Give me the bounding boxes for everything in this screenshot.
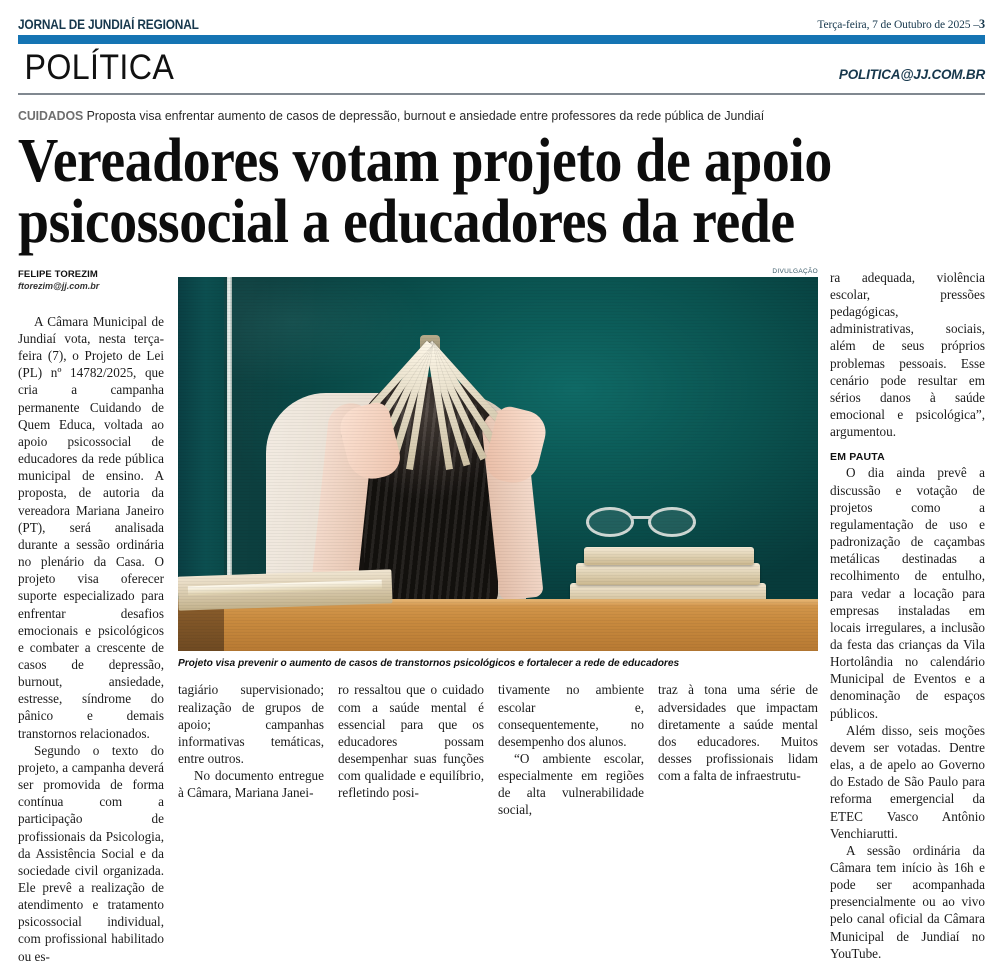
subhead-em-pauta: EM PAUTA [830,451,885,464]
paragraph: traz à tona uma série de adversidades que impactam diretamente a saúde mental dos educadores. Muitos desses profissionais lidam com a falta de infraestrutu- [658,682,818,784]
newspaper-title: JORNAL DE JUNDIAÍ REGIONAL [18,17,199,32]
byline-author: FELIPE TOREZIM [18,268,98,280]
section-email[interactable]: POLITICA@JJ.COM.BR [838,67,985,82]
column-left [18,269,178,965]
paragraph: O dia ainda prevê a discussão e votação de projetos como a regulamentação de uso e padronização de caçambas metálicas destinadas a recolhimento de entulho, para vedar a locação para empresas instaladas em locais irregulares, a inclusão da festa das crianças da Vila Hortolândia no calendário Municipal de Eventos e a denominação de espaços públicos. [830,465,985,721]
page-number: 3 [978,17,985,31]
date-page-separator: – [973,19,979,31]
column-4 [498,681,658,818]
photo-block [178,269,818,819]
paragraph: tagiário supervisionado; realização de grupos de apoio; campanhas informativas temáticas, entre outros. [178,682,324,766]
paragraph: ra adequada, violência escolar, pressões pedagógicas, administrativas, sociais, além de seus próprios problemas pessoais. Esse cenário pode resultar em sérios danos à saúde emocional e psicológica”, argumentou. [830,269,985,440]
paragraph: No documento entregue à Câmara, Mariana Janei- [178,768,324,801]
photo-caption: Projeto visa prevenir o aumento de casos de transtornos psicológicos e fortalecer a rede de educadores [178,657,680,670]
photo-credit: DIVULGAÇÃO [772,267,818,275]
kicker-text: Proposta visa enfrentar aumento de casos de depressão, burnout e ansiedade entre professores da rede pública de Jundiaí [86,107,765,123]
lower-columns [178,681,818,818]
column-2 [178,681,338,818]
paragraph: “O ambiente escolar, especialmente em regiões de alta vulnerabilidade social, [498,750,644,818]
paragraph: Além disso, seis moções devem ser votadas. Dentre elas, a de apelo ao Governo do Estado de São Paulo para reforma emergencial da ETEC Vasco Antônio Venchiarutti. [830,722,985,841]
blue-accent-bar [18,35,985,44]
kicker-label: CUIDADOS [18,107,84,123]
headline-line-1: Vereadores votam projeto de apoio [18,127,832,196]
paragraph: A sessão ordinária da Câmara tem início às 16h e pode ser acompanhada presencialmente ou ao vivo pelo canal oficial da Câmara Municipal de Jundiaí no YouTube. [830,842,985,961]
headline-line-2: psicossocial a educadores da rede [18,188,795,257]
byline-email[interactable]: ftorezim@jj.com.br [18,280,100,291]
masthead-date-page [817,17,985,32]
paragraph: A Câmara Municipal de Jundiaí vota, nesta terça-feira (7), o Projeto de Lei (PL) nº 14782/2025, que cria a campanha permanente Cuidando de Quem Educa, voltada ao apoio psicossocial de educadores da rede pública municipal de ensino. A proposta, de autoria da vereadora Mariana Janeiro (PT), será analisada durante a sessão ordinária no plenário da Casa. O projeto visa oferecer suporte especializado para enfrentar desafios emocionais e psicológicos e combater a crescente de casos de depressão, burnout, ansiedade, estresse, síndrome do pânico e demais transtornos relacionados. [18,313,164,741]
article-photo [178,277,818,651]
article-body [18,269,985,965]
page-title [18,127,888,257]
upper-region [18,269,985,965]
section-band [18,46,985,87]
kicker [18,95,937,124]
print-halftone-overlay [178,277,818,651]
column-3 [338,681,498,818]
column-right [818,269,985,962]
issue-date: Terça-feira, 7 de Outubro de 2025 [817,19,971,31]
paragraph: ro ressaltou que o cuidado com a saúde mental é essencial para que os educadores possam desempenhar suas funções com qualidade e equilíbrio, refletindo posi- [338,682,484,801]
paragraph: Segundo o texto do projeto, a campanha deverá ser promovida de forma contínua com a participação de profissionais da Psicologia, da Assistência Social e da sociedade civil organizada. Ele prevê a realização de atendimento e tratamento psicossocial individual, com profissional habilitado ou es- [18,742,164,964]
masthead [18,0,985,35]
paragraph: tivamente no ambiente escolar e, consequentemente, no desempenho dos alunos. [498,682,644,749]
section-title: POLÍTICA [24,48,175,87]
column-5 [658,681,818,818]
